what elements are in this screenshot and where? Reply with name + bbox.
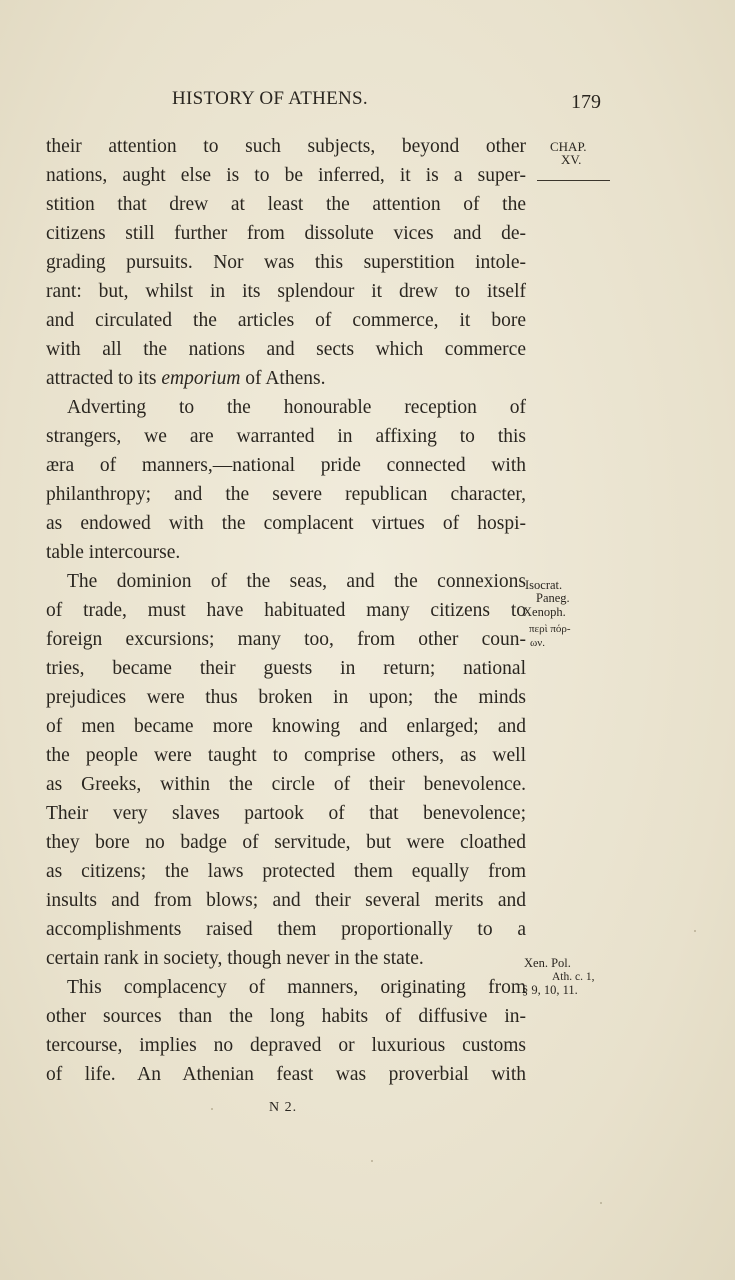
paragraph-first-line: This complacency of manners, originating from [67, 977, 526, 998]
text-segment: attracted to its [46, 368, 157, 389]
margin-note-isocrat: Isocrat. [525, 578, 563, 592]
margin-chap-label: CHAP. [550, 139, 587, 154]
margin-note-ath: Ath. c. 1, [552, 971, 595, 983]
text-line: the people were taught to comprise others, as well [46, 745, 526, 766]
text-line: stition that drew at least the attention of the [46, 194, 526, 215]
margin-note-oon: ων. [530, 637, 545, 649]
text-line: strangers, we are warranted in affixing to this [46, 426, 526, 447]
text-line: tercourse, implies no depraved or luxurious customs [46, 1035, 526, 1056]
text-segment: of Athens. [245, 368, 326, 389]
margin-note-peri-poroon: περὶ πόρ- [529, 623, 571, 635]
chapter-rule [537, 180, 610, 181]
text-line: Their very slaves partook of that benevolence; [46, 803, 526, 824]
text-line: nations, aught else is to be inferred, it is a super- [46, 165, 526, 186]
running-title: HISTORY OF ATHENS. [172, 88, 368, 109]
emphasized-word: emporium [161, 368, 241, 389]
text-line: tries, became their guests in return; national [46, 658, 526, 679]
text-line: they bore no badge of servitude, but were cloathed [46, 832, 526, 853]
text-line: as endowed with the complacent virtues of hospi- [46, 513, 526, 534]
text-line: of life. An Athenian feast was proverbial with [46, 1064, 526, 1085]
text-line: æra of manners,—national pride connected with [46, 455, 526, 476]
margin-note-xenoph: Xenoph. [523, 605, 566, 619]
text-line: prejudices were thus broken in upon; the minds [46, 687, 526, 708]
paper-speck [694, 930, 696, 932]
page-number: 179 [571, 91, 601, 113]
text-line: with all the nations and sects which commerce [46, 339, 526, 360]
text-line: their attention to such subjects, beyond other [46, 136, 526, 157]
signature-mark: N 2. [269, 1100, 298, 1115]
text-line: of men became more knowing and enlarged; and [46, 716, 526, 737]
text-line: grading pursuits. Nor was this superstition intole- [46, 252, 526, 273]
paragraph-first-line: The dominion of the seas, and the connexions [67, 571, 526, 592]
text-line: table intercourse. [46, 542, 181, 563]
paper-speck [371, 1160, 373, 1162]
text-line: accomplishments raised them proportionally to a [46, 919, 526, 940]
text-line: of trade, must have habituated many citizens to [46, 600, 526, 621]
text-line: certain rank in society, though never in the state. [46, 948, 424, 969]
text-line: citizens still further from dissolute vices and de- [46, 223, 526, 244]
text-line: rant: but, whilst in its splendour it drew to itself [46, 281, 526, 302]
margin-note-paneg: Paneg. [536, 591, 570, 605]
paper-speck [600, 1202, 602, 1204]
text-line [46, 364, 526, 393]
margin-note-xen-pol: Xen. Pol. [524, 956, 571, 970]
text-line: insults and from blows; and their several merits and [46, 890, 526, 911]
margin-chap-number: XV. [561, 152, 582, 167]
text-line: other sources than the long habits of diffusive in- [46, 1006, 526, 1027]
paper-speck [211, 1108, 213, 1110]
text-line: as citizens; the laws protected them equally from [46, 861, 526, 882]
text-line: philanthropy; and the severe republican character, [46, 484, 526, 505]
text-line: foreign excursions; many too, from other coun- [46, 629, 526, 650]
text-line: as Greeks, within the circle of their benevolence. [46, 774, 526, 795]
text-line: and circulated the articles of commerce, it bore [46, 310, 526, 331]
paragraph-first-line: Adverting to the honourable reception of [67, 397, 526, 418]
margin-note-sections: § 9, 10, 11. [522, 983, 578, 997]
